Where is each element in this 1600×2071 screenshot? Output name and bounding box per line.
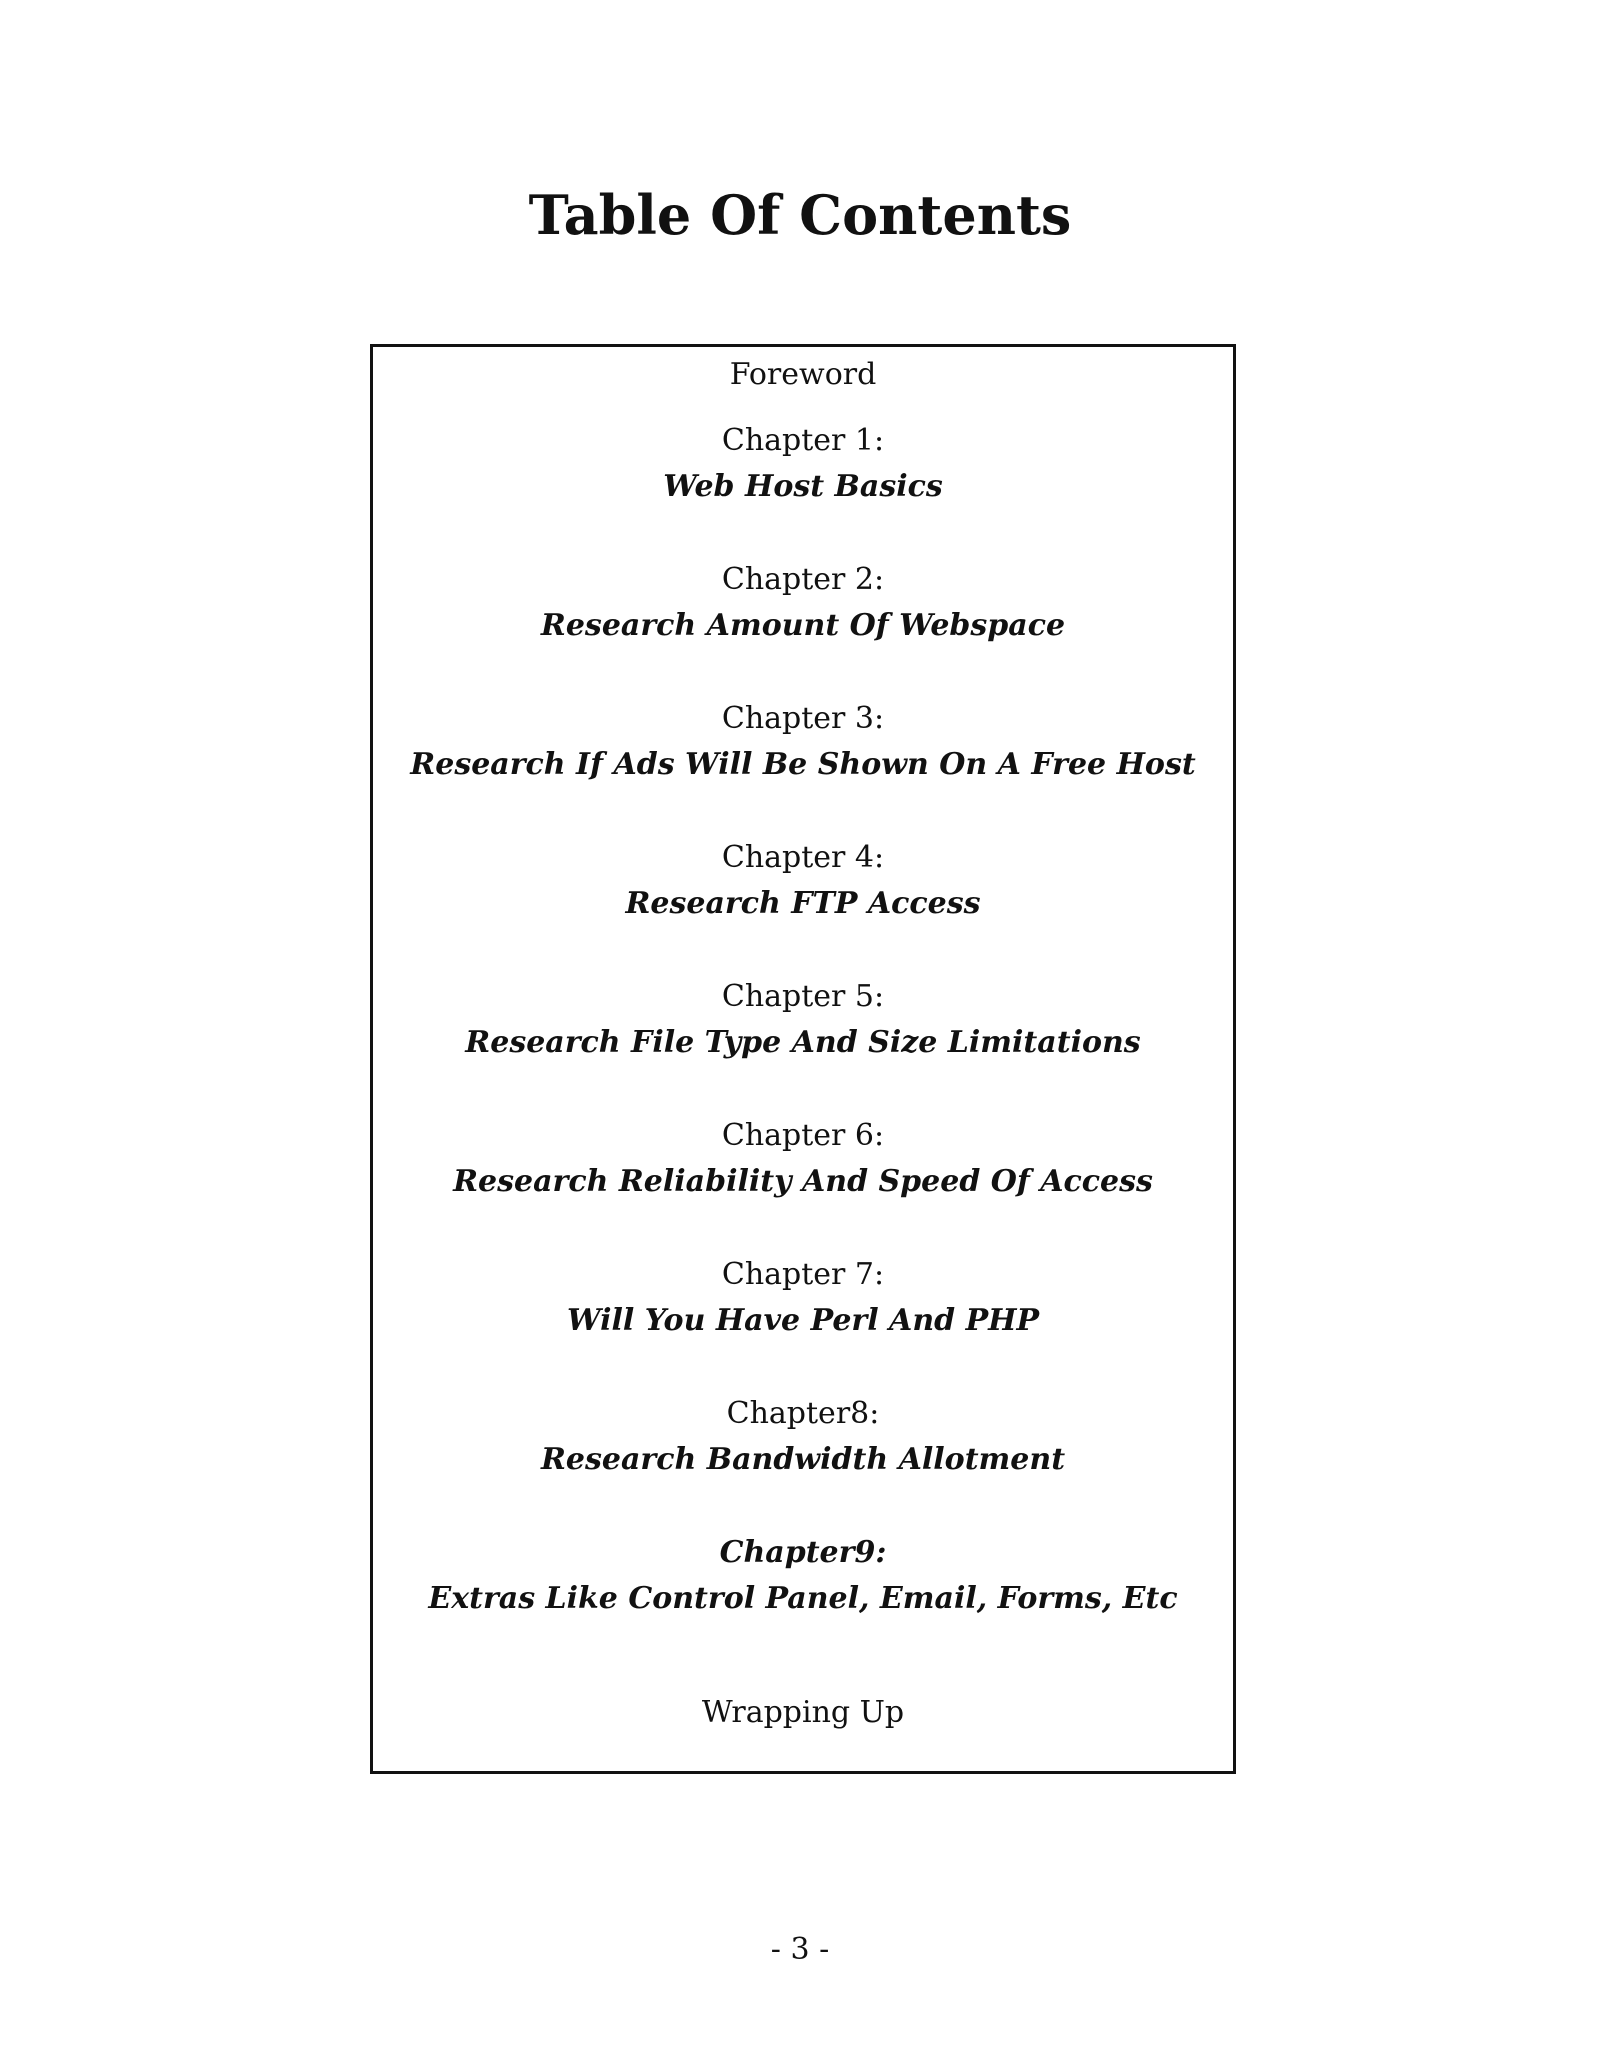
toc-chapter-8-label: Chapter8: <box>726 1396 880 1431</box>
page-number: - 3 - <box>770 1932 830 1967</box>
toc-chapter-1-label: Chapter 1: <box>721 423 885 458</box>
toc-chapter-4-title: Research FTP Access <box>625 886 981 921</box>
toc-chapter-9-title: Extras Like Control Panel, Email, Forms, Etc <box>428 1581 1178 1616</box>
page-title: Table Of Contents <box>528 183 1072 247</box>
toc-chapter-5-label: Chapter 5: <box>721 979 885 1014</box>
toc-chapter-5-title: Research File Type And Size Limitations <box>465 1025 1141 1060</box>
toc-chapter-4-label: Chapter 4: <box>721 840 885 875</box>
toc-chapter-6-label: Chapter 6: <box>721 1118 885 1153</box>
toc-chapter-2-label: Chapter 2: <box>721 562 885 597</box>
toc-chapter-7-title: Will You Have Perl And PHP <box>566 1303 1040 1338</box>
toc-chapter-1-title: Web Host Basics <box>663 469 943 504</box>
toc-chapter-7-label: Chapter 7: <box>721 1257 885 1292</box>
table-of-contents-box <box>370 344 1236 1774</box>
toc-chapter-3-label: Chapter 3: <box>721 701 885 736</box>
toc-wrapping-up: Wrapping Up <box>701 1695 905 1730</box>
toc-chapter-9-label: Chapter9: <box>719 1535 887 1570</box>
toc-foreword: Foreword <box>729 357 877 392</box>
toc-chapter-8-title: Research Bandwidth Allotment <box>540 1442 1066 1477</box>
toc-chapter-6-title: Research Reliability And Speed Of Access <box>453 1164 1153 1199</box>
toc-chapter-2-title: Research Amount Of Webspace <box>540 608 1066 643</box>
toc-chapter-3-title: Research If Ads Will Be Shown On A Free Host <box>410 747 1196 782</box>
